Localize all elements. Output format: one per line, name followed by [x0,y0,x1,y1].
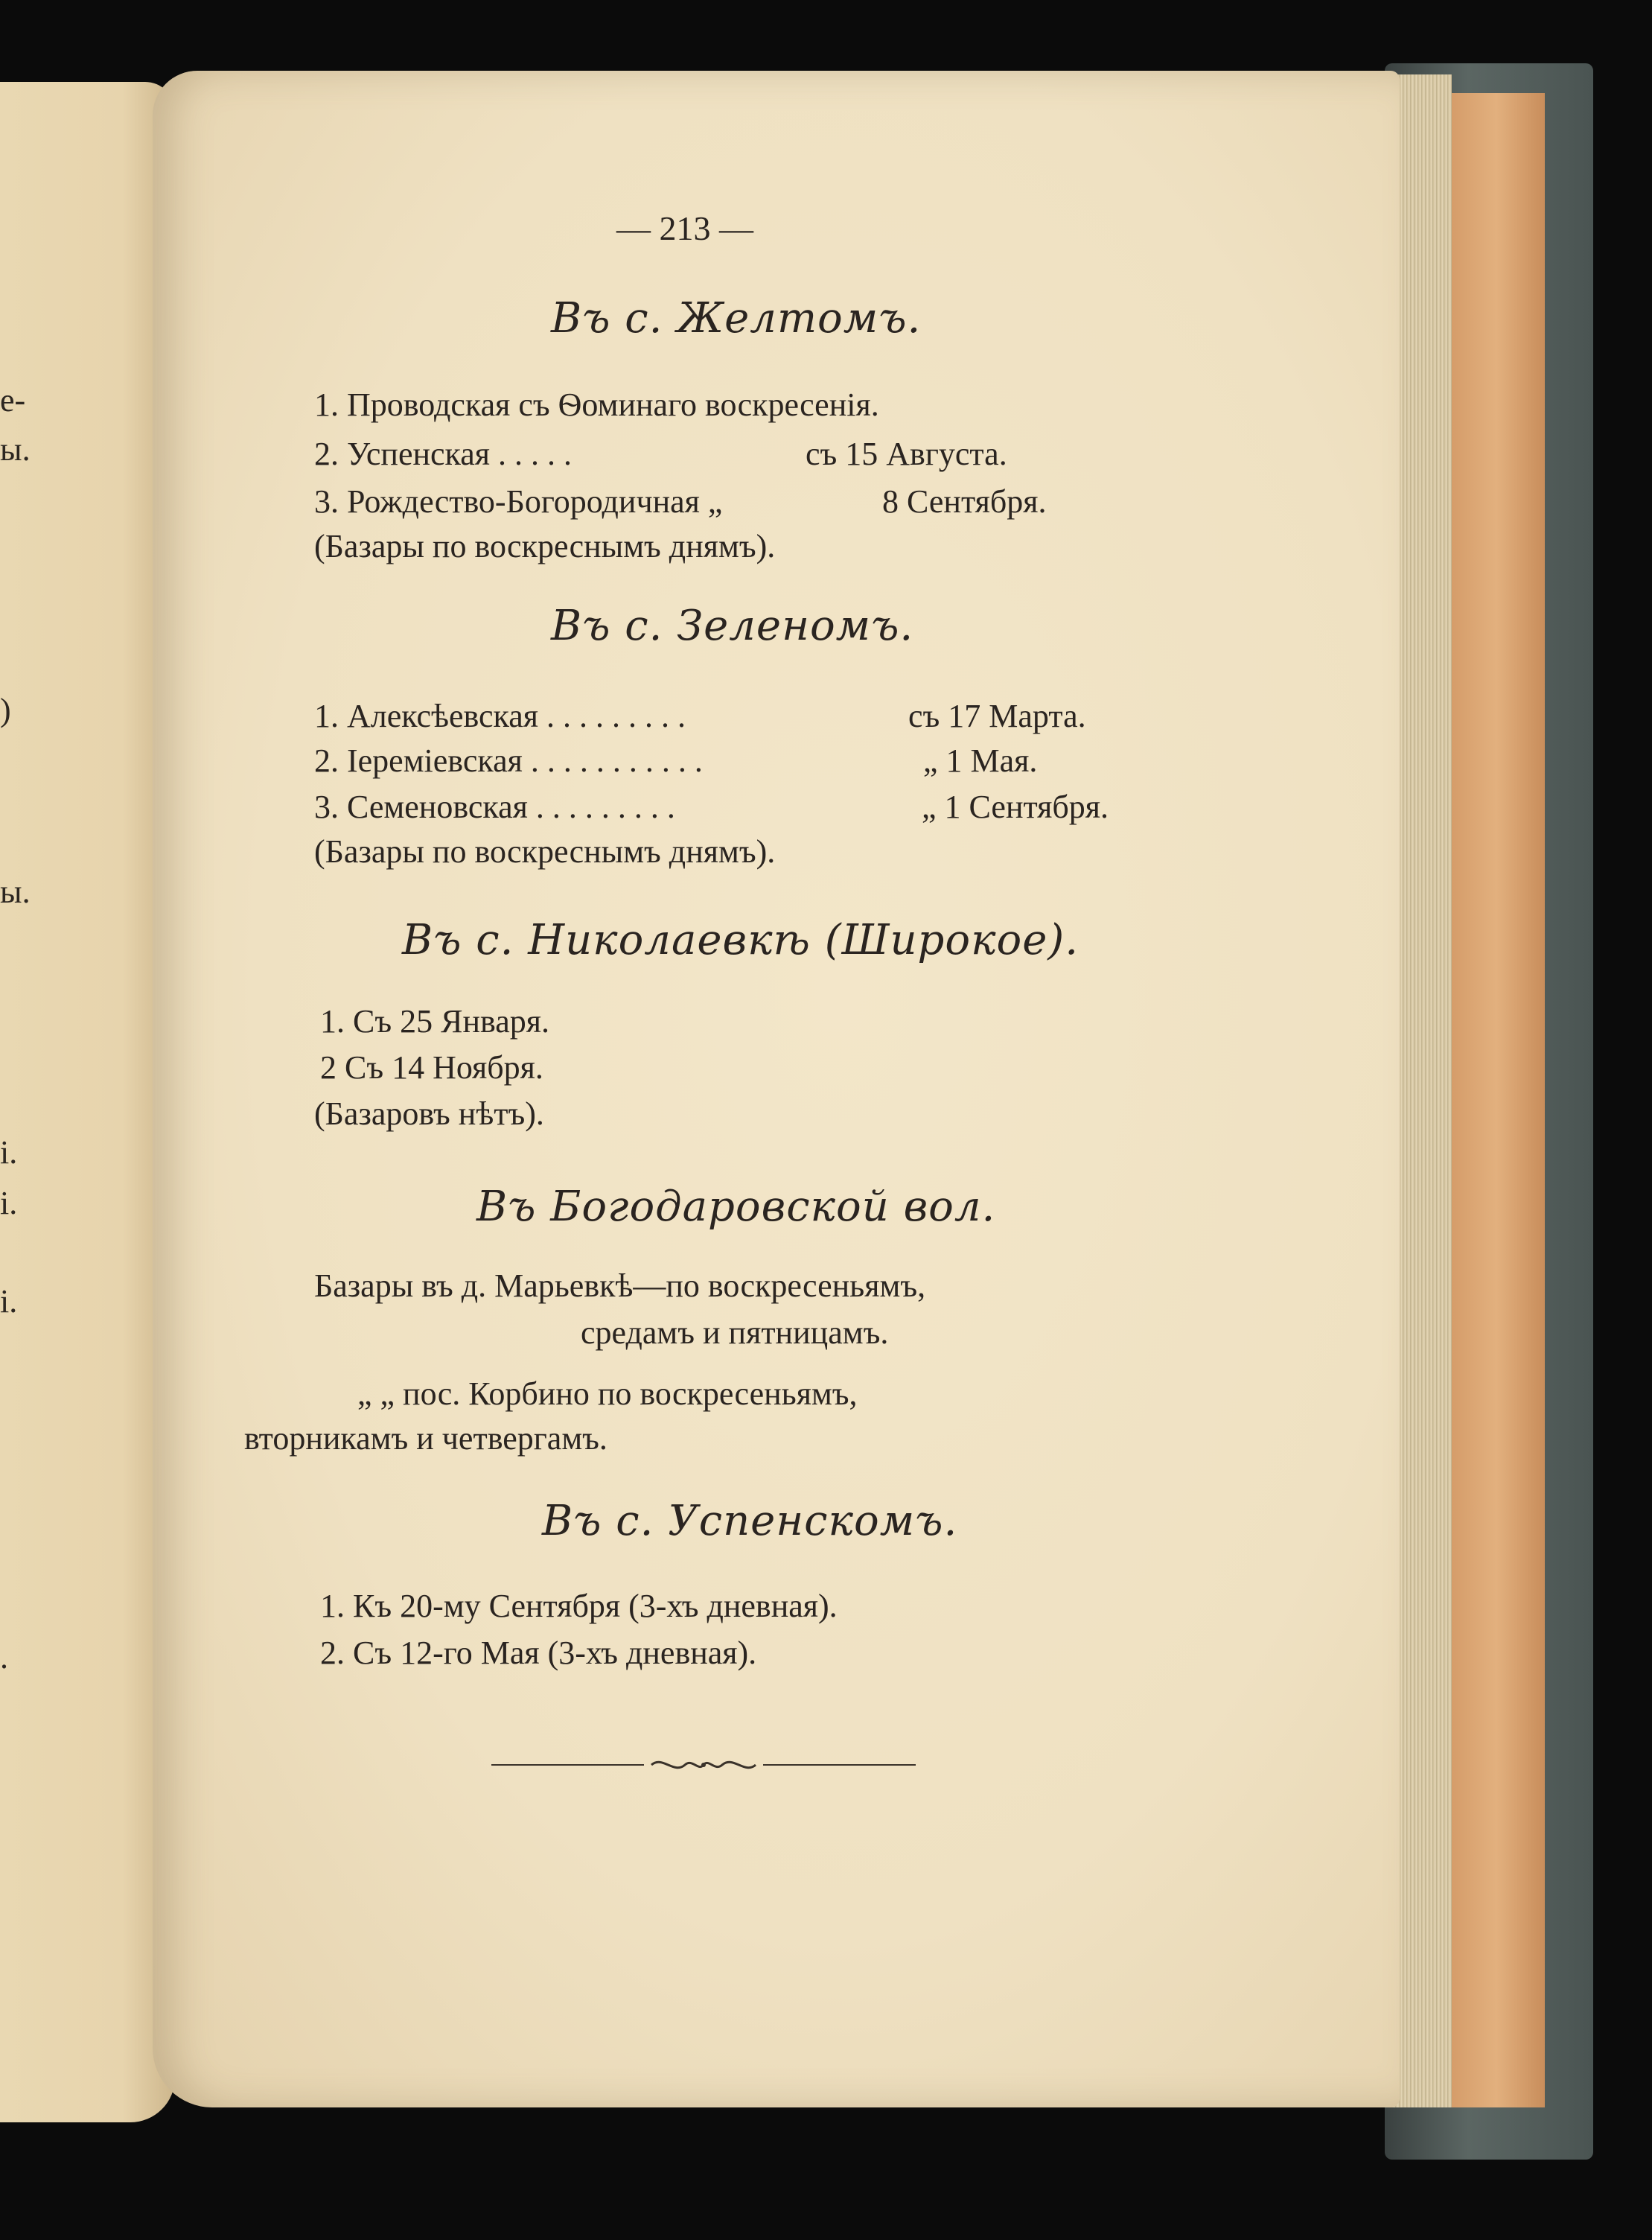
text-line-right: съ 17 Марта. [908,698,1086,734]
left-page-fragment: ы. [0,874,31,910]
text-line-right: съ 15 Августа. [806,436,1007,472]
left-page-edge [0,82,175,2122]
left-page-fragment: і. [0,1134,18,1171]
section-heading: Въ с. Зеленомъ. [551,602,914,650]
text-line: (Базаровъ нѣтъ). [314,1095,544,1132]
text-line: 1. Проводская съ Ѳоминаго воскресенія. [314,386,879,423]
text-line: 2. Успенская . . . . . [314,436,573,472]
left-page-fragment: ) [0,692,11,728]
text-line-right: „ 1 Сентября. [922,789,1109,825]
book-page [153,71,1400,2107]
text-line: 2. Съ 12-го Мая (3-хъ дневная). [320,1635,757,1671]
text-line: 2. Іереміевская . . . . . . . . . . . [314,742,703,779]
section-heading: Въ Богодаровской вол. [476,1183,996,1231]
text-line-right: 8 Сентября. [882,483,1047,520]
section-heading: Въ с. Желтомъ. [551,294,922,343]
ornament-icon [648,1754,759,1776]
text-line: (Базары по воскреснымъ днямъ). [314,833,776,870]
text-line: (Базары по воскреснымъ днямъ). [314,528,776,564]
left-page-fragment: ы. [0,431,31,468]
text-line: 3. Рождество-Богородичная „ [314,483,723,520]
page-number: — 213 — [616,209,753,247]
left-page-fragment: е- [0,382,26,419]
text-line: средамъ и пятницамъ. [581,1314,889,1351]
text-line: 1. Съ 25 Января. [320,1003,549,1040]
section-heading: Въ с. Николаевкѣ (Широкое). [402,916,1079,964]
text-line-right: „ 1 Мая. [923,742,1038,779]
text-line: „ „ пос. Корбино по воскресеньямъ, [357,1375,858,1412]
text-line: 1. Алексѣевская . . . . . . . . . [314,698,686,734]
left-page-fragment: . [0,1639,8,1676]
left-page-fragment: і. [0,1185,18,1221]
endpaper [1448,93,1545,2107]
text-line: 2 Съ 14 Ноября. [320,1049,543,1086]
left-page-fragment: і. [0,1283,18,1320]
text-line: Базары въ д. Марьевкѣ—по воскресеньямъ, [314,1267,926,1304]
text-line: 3. Семеновская . . . . . . . . . [314,789,675,825]
divider-line-right [763,1764,916,1766]
section-heading: Въ с. Успенскомъ. [542,1497,958,1545]
divider-line-left [491,1764,644,1766]
text-line: вторникамъ и четвергамъ. [244,1420,607,1457]
fleuron-divider [491,1754,916,1776]
text-line: 1. Къ 20-му Сентября (3-хъ дневная). [320,1588,838,1624]
